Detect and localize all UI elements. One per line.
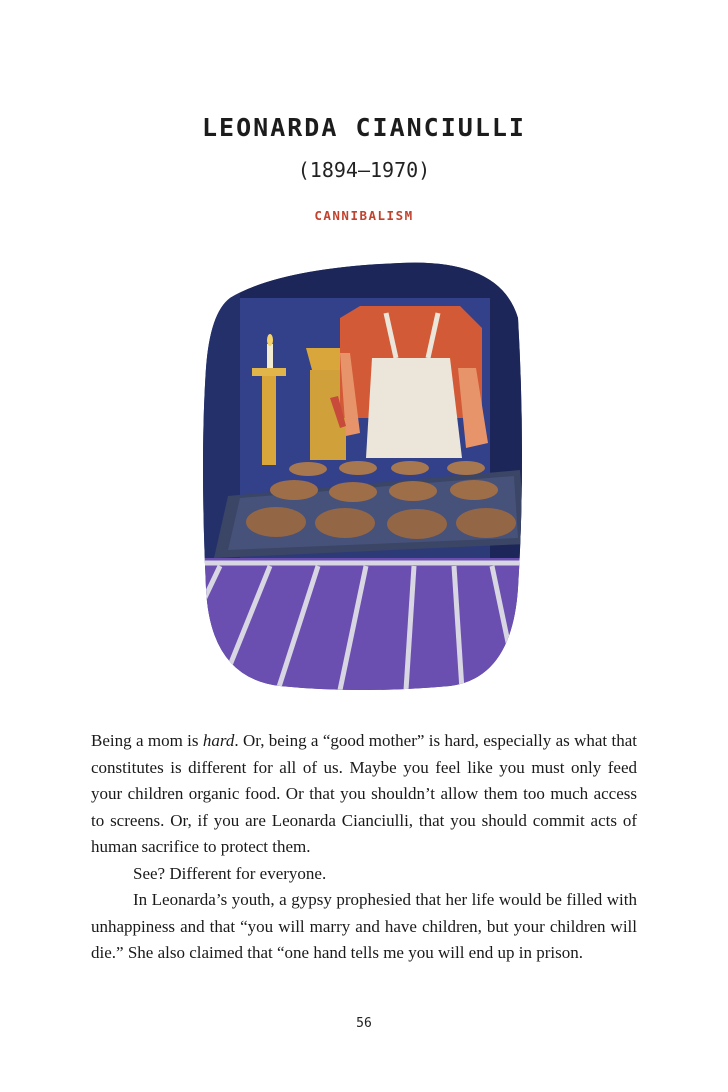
page-number: 56 <box>356 1016 372 1031</box>
chapter-years: (1894–1970) <box>297 158 431 182</box>
chapter-category: CANNIBALISM <box>314 208 414 223</box>
oven-cookies-illustration <box>200 258 526 690</box>
paragraph-1-emphasis: hard <box>202 731 235 750</box>
paragraph-1 <box>91 728 637 861</box>
body-text <box>91 728 637 967</box>
paragraph-1-rest: . Or, being a “good mother” is hard, especially as what that constitutes is different for all of us. Maybe you feel like you must only feed your children organic food. Or that you shouldn’t allow them too much access to screens. Or, if you are Leonarda Cianciulli, that you should commit acts of human sacrifice to protect them. <box>91 731 637 856</box>
paragraph-3: In Leonarda’s youth, a gypsy prophesied that her life would be filled with unhappiness and that “you will marry and have children, but your children will die.” She also claimed that “one hand tells me you will end up in prison. <box>91 890 637 962</box>
chapter-title: LEONARDA CIANCIULLI <box>202 113 526 142</box>
paragraph-2: See? Different for everyone. <box>133 863 327 883</box>
paragraph-1-start: Being a mom is <box>91 731 203 750</box>
